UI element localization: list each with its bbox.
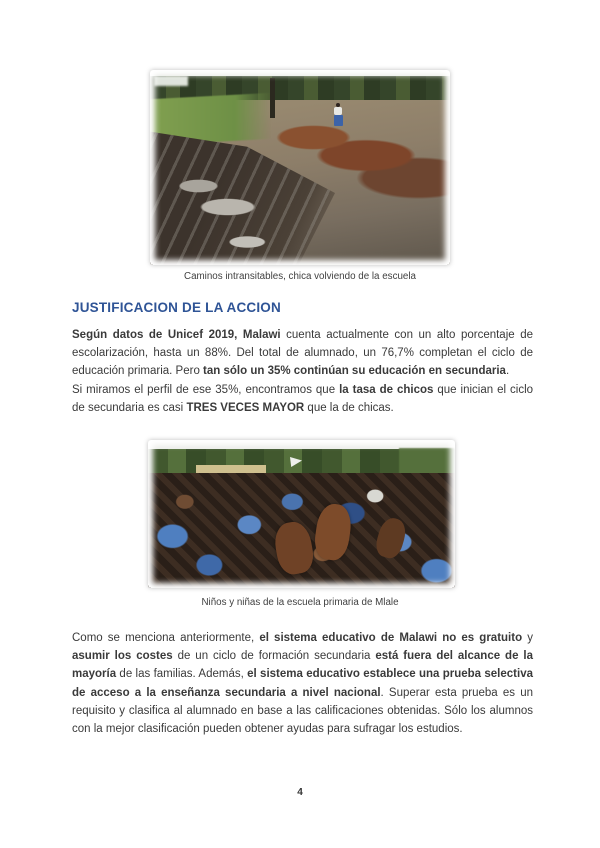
paragraph: Si miramos el perfil de ese 35%, encontramos que la tasa de chicos que inician el ciclo de secundaria es casi TRES VECES MAYOR que la de chicas.	[72, 383, 534, 414]
paragraph: Como se menciona anteriormente, el sistema educativo de Malawi no es gratuito y asumir los costes de un ciclo de formación secundaria está fuera del alcance de la mayoría de las familias. Además, el sistema educativo establece una prueba selectiva de acceso a la enseñanza secundaria a nivel nacional. Superar esta prueba es un requisito y clasifica al alumnado en base a las calificaciones obtenidas. Sólo los alumnos con la mejor clasificación pueden obtener ayudas para sufragar los estudios.	[72, 632, 533, 736]
section-heading: JUSTIFICACION DE LA ACCION	[72, 300, 281, 315]
body-text-block-2	[72, 629, 533, 738]
schoolchildren-photo	[148, 440, 455, 588]
body-text-block-1	[72, 326, 533, 417]
photo-soft-edge	[148, 440, 455, 588]
photo-soft-edge	[150, 70, 450, 265]
muddy-road-photo	[150, 70, 450, 265]
paragraph: Según datos de Unicef 2019, Malawi cuenta actualmente con un alto porcentaje de escolarización, hasta un 88%. Del total de alumnado, un 76,7% completan el ciclo de educación primaria. Pero tan sólo un 35% continúan su educación en secundaria.	[72, 329, 533, 378]
figure-caption: Caminos intransitables, chica volviendo de la escuela	[184, 271, 416, 282]
page-number: 4	[297, 787, 303, 798]
figure-caption: Niños y niñas de la escuela primaria de Mlale	[201, 597, 399, 608]
